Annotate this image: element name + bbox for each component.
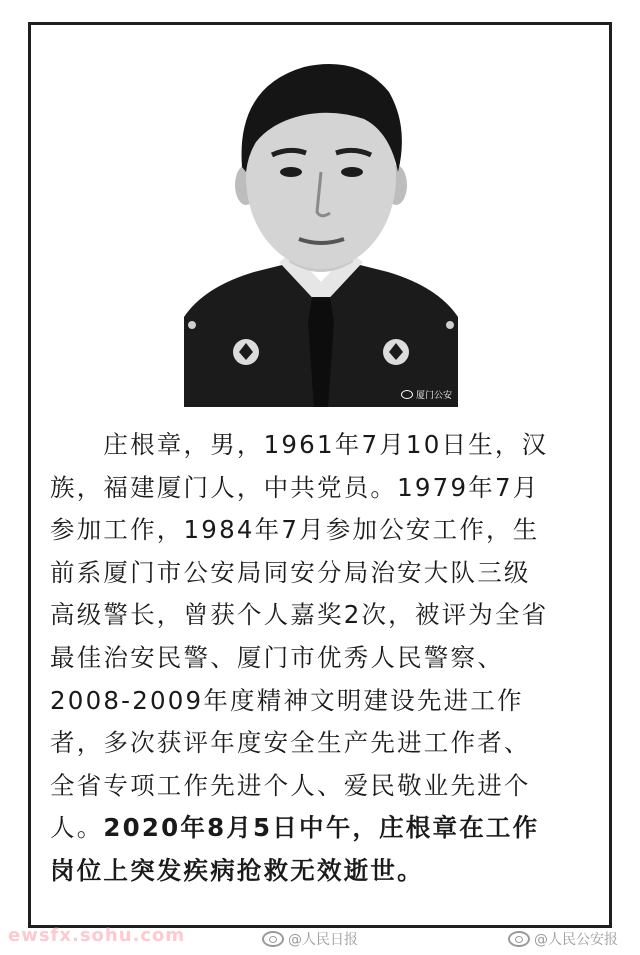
weibo-watermark-2 [508,929,618,949]
biography-text [50,424,598,893]
bio-line: 者，多次获评年度安全生产先进工作者、 [50,728,531,758]
bio-line-bold: 岗位上突发疾病抢救无效逝世。 [50,855,424,885]
bio-line-bold: 2020年8月5日中午，庄根章在工作 [103,813,540,843]
bio-line: 族，福建厦门人，中共党员。1979年7月 [50,472,540,502]
weibo-icon [508,931,530,947]
portrait-illustration [184,47,458,407]
bio-line: 2008-2009年度精神文明建设先进工作 [50,685,524,715]
weibo-watermark-text: @人民公安报 [534,932,618,948]
photo-watermark-text: 厦门公安 [415,391,452,401]
weibo-icon [262,931,284,947]
bio-line: 庄根章，男，1961年7月10日生，汉 [50,430,549,459]
weibo-watermark-1 [262,929,358,949]
bio-line: 全省专项工作先进个人、爱民敬业先进个 [50,770,531,800]
bio-line: 前系厦门市公安局同安分局治安大队三级 [50,557,531,587]
bio-line: 人。 [50,813,104,843]
bio-line: 高级警长，曾获个人嘉奖2次，被评为全省 [50,600,549,630]
bio-line: 最佳治安民警、厦门市优秀人民警察、 [50,642,504,672]
police-logo-icon [401,390,413,399]
photo-watermark [401,388,452,401]
bio-line: 参加工作，1984年7月参加公安工作，生 [50,515,540,545]
corner-watermark: ewsfx.sohu.com [8,925,186,946]
weibo-watermark-text: @人民日报 [288,932,358,948]
portrait-photo [184,47,458,407]
